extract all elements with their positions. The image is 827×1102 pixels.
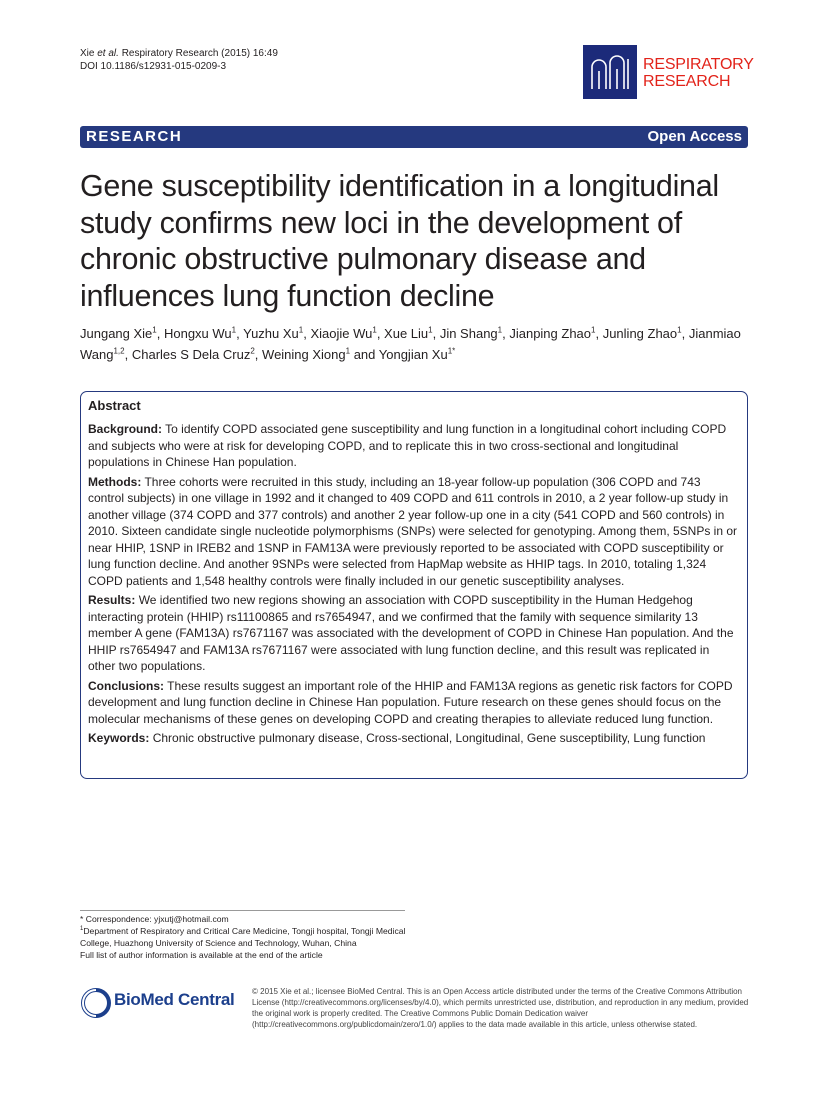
author-name: Jungang Xie — [80, 326, 153, 341]
author-affiliation-mark: 1* — [447, 346, 456, 356]
journal-logo-text — [643, 56, 754, 90]
author-name: Yuzhu Xu — [243, 326, 299, 341]
section-text: We identified two new regions showing an association with COPD susceptibility in the Human Hedgehog interacting protein (HHIP) rs11100865 and rs7654947, and we confirmed that the family with sequence similarity 13 member A gene (FAM13A) rs7671167 was associated with the development of COPD in Chinese Han population. And the HHIP rs7654947 and FAM13A rs7671167 were associated with lung function decline, and this result was replicated in other two populations. — [88, 593, 734, 673]
author-affiliation-mark: 1,2 — [113, 346, 125, 356]
abstract-heading: Abstract — [88, 398, 141, 413]
author-name: Yongjian Xu — [378, 347, 448, 362]
abstract-methods — [88, 474, 738, 590]
author-name: Xiaojie Wu — [310, 326, 373, 341]
journal-logo-line2: RESEARCH — [643, 73, 731, 90]
license-statement: © 2015 Xie et al.; licensee BioMed Central. This is an Open Access article distributed under the terms of the Creative Commons Attribution License (http://creativecommons.org/licenses/by/4.0), which permits unrestricted use, distribution, and reproduction in any medium, provided the original work is properly credited. The Creative Commons Public Domain Dedication waiver (http://creativecommons.org/publicdomain/zero/1.0/) applies to the data made available in this article, unless otherwise stated. — [252, 987, 749, 1029]
abstract-body — [88, 421, 738, 750]
author-affiliation-mark: 1 — [677, 325, 682, 335]
section-label: Methods: — [88, 474, 142, 489]
doi: DOI 10.1186/s12931-015-0209-3 — [80, 61, 227, 72]
author-affiliation-mark: 1 — [152, 325, 157, 335]
abstract-box — [80, 391, 748, 779]
journal-logo-line1: RESPIRATORY — [643, 56, 754, 73]
section-label: Keywords: — [88, 731, 150, 745]
citation-etal: et al. — [97, 48, 119, 59]
biomed-central-mark-icon — [80, 987, 112, 1019]
section-label: Background: — [88, 422, 163, 436]
article-type: RESEARCH — [86, 128, 183, 145]
correspondence-email[interactable]: * Correspondence: yjxutj@hotmail.com — [80, 914, 229, 924]
section-text: Three cohorts were recruited in this study, including an 18-year follow-up population (306 COPD and 743 control subjects) in one village in 1992 and it changed to 409 COPD and 611 controls in 2010, a 2 year follow-up study in another village (374 COPD and 377 controls) and another 2 year follow-up one in a city (541 COPD and 560 controls) in 2010. Sixteen candidate single nucleotide polymorphisms (SNPs) were selected for genotyping. Among them, 5SNPs in or near HHIP, 1SNP in IREB2 and 1SNP in FAM13A were previously reported to be associated with COPD susceptibility or lung function decline. And another 9SNPs were selected from HapMap website as HHIP tags. In 2010, totaling 1,324 COPD patients and 1,548 healthy controls were finally included in our genetic susceptibility analyses. — [88, 474, 738, 588]
section-label: Conclusions: — [88, 678, 165, 693]
abstract-results — [88, 592, 738, 675]
author-name: Xue Liu — [384, 326, 429, 341]
section-text: Chronic obstructive pulmonary disease, Cross-sectional, Longitudinal, Gene susceptibility, Lung function — [152, 731, 706, 745]
author-name: Junling Zhao — [602, 326, 678, 341]
section-text: To identify COPD associated gene susceptibility and lung function in a longitudinal cohort including COPD and subjects who were at risk for developing COPD, and to replicate this in two cross-sectional and longitudinal populations in Chinese Han population. — [88, 422, 727, 469]
affiliation-text: Department of Respiratory and Critical Care Medicine, Tongji hospital, Tongji Medical College, Huazhong University of Science and Technology, Wuhan, China — [80, 926, 406, 948]
citation-line — [80, 47, 278, 60]
article-title: Gene susceptibility identification in a longitudinal study confirms new loci in the development of chronic obstructive pulmonary disease and influences lung function decline — [80, 169, 719, 313]
author-name: Weining Xiong — [262, 347, 346, 362]
author-affiliation-mark: 2 — [250, 346, 255, 356]
journal-logo-mark-icon — [583, 45, 637, 99]
author-name: Jin Shang — [439, 326, 498, 341]
author-affiliation-mark: 1 — [497, 325, 503, 335]
author-affiliation-mark: 1 — [428, 325, 433, 335]
author-info-note: Full list of author information is available at the end of the article — [80, 950, 323, 960]
citation-authors: Xie — [80, 48, 98, 59]
author-affiliation-mark: 1 — [591, 325, 596, 335]
article-type-banner — [80, 126, 748, 148]
author-list: Jungang Xie$^1$, Hongxu Wu$^1$, Yuzhu Xu$^1$, Xiaojie Wu$^1$, Xue Liu$^1$, Jin Shang$^1$, Jianping Zhao$^1$, Junling Zhao$^1$, Jianmiao Wang$^{1,2}$, Charles S Dela Cruz$^2$, Weining Xiong$^1$ and Yongjian $Xu^{1*}$ — [80, 325, 741, 362]
author-name: Jianping Zhao — [509, 326, 592, 341]
citation-header — [80, 47, 278, 73]
affiliation-mark: 1 — [80, 926, 84, 933]
abstract-keywords — [88, 730, 738, 747]
abstract-background — [88, 421, 738, 471]
section-text: These results suggest an important role of the HHIP and FAM13A regions as genetic risk factors for COPD development and lung function decline in Chinese Han population. Future research on these genes should focus on the molecular mechanisms of these genes on developing COPD and creating therapies to alleviate reduced lung function. — [88, 678, 733, 726]
biomed-central-logo — [80, 986, 240, 1020]
author-affiliation-mark: 1 — [231, 325, 237, 335]
affiliation-note — [80, 925, 410, 949]
author-affiliation-mark: 1 — [345, 346, 351, 356]
journal-logo — [583, 45, 754, 100]
section-label: Results: — [88, 593, 136, 607]
author-name: Charles S Dela Cruz — [131, 347, 251, 362]
author-name: Hongxu Wu — [163, 326, 232, 341]
author-name: Jianmiao Wang — [80, 326, 741, 362]
citation-journal: Respiratory Research (2015) 16:49 — [118, 48, 278, 59]
author-affiliation-mark: 1 — [298, 325, 304, 335]
footnotes — [80, 913, 410, 961]
biomed-central-text: BioMed Central — [114, 990, 235, 1009]
open-access-label: Open Access — [647, 128, 742, 145]
author-affiliation-mark: 1 — [372, 325, 377, 335]
footnote-divider — [80, 910, 405, 911]
abstract-conclusions — [88, 678, 738, 728]
